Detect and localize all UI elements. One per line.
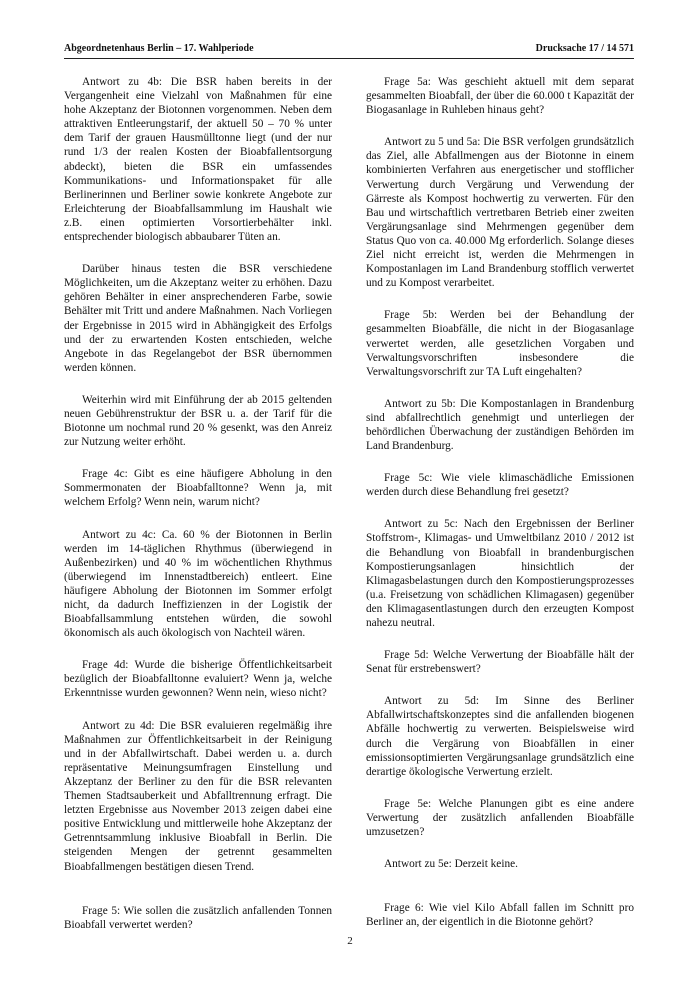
paragraph-answer-4d: Antwort zu 4d: Die BSR evaluieren regelmäßig ihre Maßnahmen zur Öffentlichkeitsarbeit in der Reinigung und in der Abfallwirtschaft. Dabei werden u. a. durch repräsentative Meinungsumfragen Einstellung und Akzeptanz der Berliner zu den für die BSR relevanten Themen Stadtsauberkeit und Abfalltrennung erfragt. Die letzten Ergebnisse aus November 2013 zeigen dabei eine positive Entwicklung und mittlerweile hohe Akzeptanz der Getrenntsammlung inklusive Bioabfall in Berlin. Die steigenden Mengen der getrennt gesammelten Bioabfallmengen bestätigen diesen Trend. — [64, 719, 332, 873]
paragraph-answer-5c: Antwort zu 5c: Nach den Ergebnissen der Berliner Stoffstrom-, Klimagas- und Umweltbilanz 2010 / 2012 ist die Behandlung von Bioabfall in brandenburgischen Kompostierungsanlagen hinsichtlich der Klimagasbelastungen durch den Kompostierungsprozesses (u.a. Freisetzung von schädlichen Klimagasen) gegenüber den Klimagasentlastungen durch den erzeugten Kompost nahezu neutral. — [366, 518, 634, 629]
paragraph-answer-4b-cont: Darüber hinaus testen die BSR verschiedene Möglichkeiten, um die Akzeptanz weiter zu erhöhen. Dazu gehören Behälter in einer ansprechenderen Farbe, sowie Behälter mit Tritt und andere Maßnahmen. Nach Vorliegen der Ergebnisse in 2015 wird in Abhängigkeit des Erfolgs und der zu erwartenden Kosten entschieden, welche Angebote in das Regelangebot der BSR übernommen werden können. — [64, 263, 332, 374]
paragraph-answer-4c: Antwort zu 4c: Ca. 60 % der Biotonnen in Berlin werden im 14-täglichen Rhythmus (überwiegend in Außenbezirken) und 40 % im wöchentlichen Rhythmus (überwiegend im Innenstadtbereich) entleert. Eine häufigere Abholung der Biotonnen im Sommer erfolgt nicht, da dadurch Ineffizienzen in der Logistik der Bioabfallsammlung entstehen würden, die sowohl ökonomisch als auch ökologisch von Nachteil wären. — [64, 528, 332, 640]
right-column — [366, 75, 634, 947]
page-number: 2 — [347, 935, 353, 947]
page-header — [64, 43, 634, 55]
paragraph-answer-5b: Antwort zu 5b: Die Kompostanlagen in Brandenburg sind abfallrechtlich genehmigt und unterliegen der behördlichen Überwachung der zuständigen Behörden im Land Brandenburg. — [366, 397, 634, 453]
paragraph-question-5e: Frage 5e: Welche Planungen gibt es eine andere Verwertung der zusätzlich anfallenden Bioabfälle umzusetzen? — [366, 797, 634, 839]
header-publisher: Abgeordnetenhaus Berlin – 17. Wahlperiode — [64, 43, 254, 54]
paragraph-question-5a: Frage 5a: Was geschieht aktuell mit dem separat gesammelten Bioabfall, der über die 60.000 t Kapazität der Biogasanlage in Ruhleben hinaus geht? — [366, 76, 634, 117]
paragraph-question-4c: Frage 4c: Gibt es eine häufigere Abholung in den Sommermonaten der Bioabfalltonne? Wenn ja, mit welchem Erfolg? Wenn nein, warum nicht? — [64, 468, 332, 509]
paragraph-question-5b: Frage 5b: Werden bei der Behandlung der gesammelten Bioabfälle, die nicht in der Biogasanlage verwertet werden, alle gesetzlichen Vorgaben und Verwaltungsvorschriften insbesondere die Verwaltungsvorschrift zur TA Luft eingehalten? — [366, 309, 634, 378]
paragraph-question-4d: Frage 4d: Wurde die bisherige Öffentlichkeitsarbeit bezüglich der Bioabfalltonne evaluiert? Wenn ja, welche Erkenntnisse wurden gewonnen? Wenn nein, wieso nicht? — [64, 659, 332, 700]
paragraph-answer-5e: Antwort zu 5e: Derzeit keine. — [384, 858, 518, 871]
paragraph-answer-4b: Antwort zu 4b: Die BSR haben bereits in der Vergangenheit eine Vielzahl von Maßnahmen für eine hohe Akzeptanz der Biotonnen vorgenommen. Neben dem attraktiven Entleerungstarif, der aktuell 50 – 70 % unter dem Tarif der grauen Hausmülltonne liegt (und der nur rund 1/3 der realen Kosten der Bioabfallentsorgung abdeckt), bieten die BSR ein umfassendes Kommunikations- und Informationspaket für alle Berlinerinnen und Berliner sowie konkrete Angebote zur Erleichterung der Bioabfallsammlung im Haushalt wie z.B. einen optimierten Vorsortierbehälter inkl. entsprechender biologisch abbaubarer Tüten an. — [64, 76, 332, 244]
paragraph-answer-5d: Antwort zu 5d: Im Sinne des Berliner Abfallwirtschaftskonzeptes sind die anfallenden biogenen Abfälle hochwertig zu verwerten. Beispielsweise wird durch die Vergärung von Bioabfällen in einer emissionsoptimierten Vergärungsanlage grundsätzlich eine derartige ökologische Verwertung erzielt. — [366, 695, 634, 778]
header-document-number: Drucksache 17 / 14 571 — [535, 43, 634, 54]
paragraph-question-5: Frage 5: Wie sollen die zusätzlich anfallenden Tonnen Bioabfall verwertet werden? — [64, 904, 332, 931]
paragraph-answer-4b-tariff: Weiterhin wird mit Einführung der ab 2015 geltenden neuen Gebührenstruktur der BSR u. a. der Tarif für die Biotonne um nochmal rund 20 % gesenkt, was den Anreiz zur Nutzung weiter erhöht. — [64, 393, 332, 449]
paragraph-question-5c: Frage 5c: Wie viele klimaschädliche Emissionen werden durch diese Behandlung frei gesetzt? — [366, 472, 634, 499]
left-column — [64, 75, 332, 950]
paragraph-answer-5-5a: Antwort zu 5 und 5a: Die BSR verfolgen grundsätzlich das Ziel, alle Abfallmengen aus der Biotonne in einem kombinierten Verfahren aus energetischer und stofflicher Verwertung durch Vergärung und Verwendung der Gärreste als Kompost hochwertig zu verwerten. Für den Bau und wirtschaftlich vertretbaren Betrieb einer zweiten Vergärungsanlage sind Mehrmengen gegenüber dem Status Quo von ca. 40.000 Mg erforderlich. Solange dieses Ziel nicht erreicht ist, werden die Mehrmengen in Kompostanlagen im Land Brandenburg stofflich verwertet und zu Kompost verarbeitet. — [366, 136, 634, 290]
paragraph-question-5d: Frage 5d: Welche Verwertung der Bioabfälle hält der Senat für erstrebenswert? — [366, 649, 634, 676]
paragraph-question-6: Frage 6: Wie viel Kilo Abfall fallen im Schnitt pro Berliner an, der eigentlich in die Biotonne gehört? — [366, 902, 634, 929]
header-rule — [64, 58, 634, 59]
